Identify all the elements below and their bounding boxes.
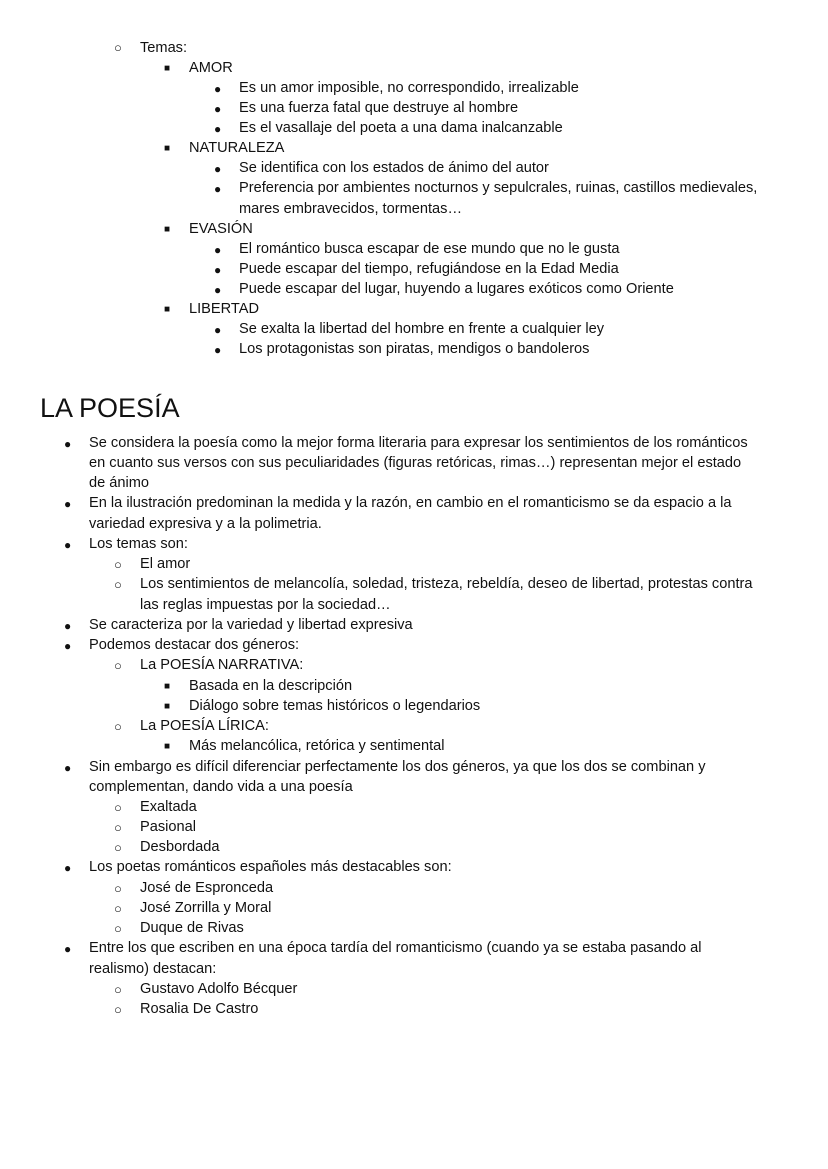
temas-label: Temas: bbox=[140, 40, 188, 56]
list-item: Se identifica con los estados de ánimo del autor bbox=[239, 160, 549, 176]
paragraph-line: Podemos destacar dos géneros: bbox=[89, 637, 300, 653]
disc-bullet-icon: ● bbox=[64, 639, 72, 653]
disc-bullet-icon: ● bbox=[214, 122, 222, 136]
disc-bullet-icon: ● bbox=[214, 283, 222, 297]
disc-bullet-icon: ● bbox=[214, 162, 222, 176]
list-item: Es el vasallaje del poeta a una dama inalcanzable bbox=[239, 120, 563, 136]
square-bullet-icon: ■ bbox=[164, 701, 171, 712]
disc-bullet-icon: ● bbox=[214, 102, 222, 116]
list-item: Exaltada bbox=[140, 799, 197, 815]
list-item: Pasional bbox=[140, 819, 196, 835]
paragraph-line: de ánimo bbox=[89, 475, 150, 491]
disc-bullet-icon: ● bbox=[64, 497, 72, 511]
square-bullet-icon: ■ bbox=[164, 224, 171, 235]
circle-bullet-icon: ○ bbox=[114, 40, 122, 55]
disc-bullet-icon: ● bbox=[214, 343, 222, 357]
paragraph-line: Se considera la poesía como la mejor forma literaria para expresar los sentimientos de los románticos bbox=[89, 435, 748, 451]
list-item: Basada en la descripción bbox=[189, 678, 353, 694]
disc-bullet-icon: ● bbox=[214, 243, 222, 257]
list-item: Puede escapar del lugar, huyendo a lugares exóticos como Oriente bbox=[239, 281, 674, 297]
paragraph-line: Los poetas románticos españoles más destacables son: bbox=[89, 859, 452, 875]
list-item: Es un amor imposible, no correspondido, irrealizable bbox=[239, 80, 579, 96]
circle-bullet-icon: ○ bbox=[114, 658, 122, 673]
paragraph-line: en cuanto sus versos con sus peculiaridades (figuras retóricas, rimas…) representan mejor el estado bbox=[89, 455, 742, 471]
circle-bullet-icon: ○ bbox=[114, 921, 122, 936]
circle-bullet-icon: ○ bbox=[114, 901, 122, 916]
disc-bullet-icon: ● bbox=[64, 437, 72, 451]
paragraph-line: realismo) destacan: bbox=[89, 961, 217, 977]
disc-bullet-icon: ● bbox=[214, 82, 222, 96]
paragraph-line: variedad expresiva y a la polimetria. bbox=[89, 516, 322, 532]
paragraph-line: En la ilustración predominan la medida y la razón, en cambio en el romanticismo se da espacio a la bbox=[89, 495, 732, 511]
disc-bullet-icon: ● bbox=[64, 942, 72, 956]
list-item: La POESÍA LÍRICA: bbox=[140, 718, 269, 734]
group-title-libertad: LIBERTAD bbox=[189, 301, 260, 317]
disc-bullet-icon: ● bbox=[214, 263, 222, 277]
list-item: José de Espronceda bbox=[140, 880, 274, 896]
paragraph-line: Se caracteriza por la variedad y libertad expresiva bbox=[89, 617, 413, 633]
circle-bullet-icon: ○ bbox=[114, 881, 122, 896]
list-item: El amor bbox=[140, 556, 191, 572]
list-item: Los sentimientos de melancolía, soledad, tristeza, rebeldía, deseo de libertad, protestas contra bbox=[140, 576, 753, 592]
circle-bullet-icon: ○ bbox=[114, 840, 122, 855]
list-item-continuation: mares embravecidos, tormentas… bbox=[239, 201, 463, 217]
paragraph-line: Los temas son: bbox=[89, 536, 188, 552]
group-title-amor: AMOR bbox=[189, 60, 233, 76]
section-heading: LA POESÍA bbox=[40, 393, 180, 423]
paragraph-line: Sin embargo es difícil diferenciar perfectamente los dos géneros, ya que los dos se combinan y bbox=[89, 759, 706, 775]
list-item: Los protagonistas son piratas, mendigos o bandoleros bbox=[239, 341, 590, 357]
disc-bullet-icon: ● bbox=[64, 538, 72, 552]
circle-bullet-icon: ○ bbox=[114, 982, 122, 997]
square-bullet-icon: ■ bbox=[164, 63, 171, 74]
group-title-naturaleza: NATURALEZA bbox=[189, 140, 285, 156]
list-item: Más melancólica, retórica y sentimental bbox=[189, 738, 445, 754]
circle-bullet-icon: ○ bbox=[114, 1002, 122, 1017]
circle-bullet-icon: ○ bbox=[114, 577, 122, 592]
circle-bullet-icon: ○ bbox=[114, 800, 122, 815]
list-item: Duque de Rivas bbox=[140, 920, 244, 936]
list-item: Rosalia De Castro bbox=[140, 1001, 259, 1017]
circle-bullet-icon: ○ bbox=[114, 557, 122, 572]
circle-bullet-icon: ○ bbox=[114, 719, 122, 734]
paragraph-line: Entre los que escriben en una época tardía del romanticismo (cuando ya se estaba pasando al bbox=[89, 940, 702, 956]
list-item: La POESÍA NARRATIVA: bbox=[140, 657, 304, 673]
square-bullet-icon: ■ bbox=[164, 741, 171, 752]
disc-bullet-icon: ● bbox=[64, 761, 72, 775]
disc-bullet-icon: ● bbox=[64, 861, 72, 875]
list-item: Gustavo Adolfo Bécquer bbox=[140, 981, 298, 997]
list-item: Diálogo sobre temas históricos o legendarios bbox=[189, 698, 481, 714]
list-item: Desbordada bbox=[140, 839, 220, 855]
list-item: José Zorrilla y Moral bbox=[140, 900, 272, 916]
disc-bullet-icon: ● bbox=[214, 323, 222, 337]
list-item-continuation: las reglas impuestas por la sociedad… bbox=[140, 597, 391, 613]
square-bullet-icon: ■ bbox=[164, 304, 171, 315]
square-bullet-icon: ■ bbox=[164, 143, 171, 154]
paragraph-line: complementan, dando vida a una poesía bbox=[89, 779, 353, 795]
group-title-evasion: EVASIÓN bbox=[189, 221, 253, 237]
square-bullet-icon: ■ bbox=[164, 681, 171, 692]
list-item: El romántico busca escapar de ese mundo que no le gusta bbox=[239, 241, 620, 257]
disc-bullet-icon: ● bbox=[214, 182, 222, 196]
list-item: Puede escapar del tiempo, refugiándose en la Edad Media bbox=[239, 261, 619, 277]
circle-bullet-icon: ○ bbox=[114, 820, 122, 835]
disc-bullet-icon: ● bbox=[64, 619, 72, 633]
list-item: Es una fuerza fatal que destruye al hombre bbox=[239, 100, 519, 116]
list-item: Preferencia por ambientes nocturnos y sepulcrales, ruinas, castillos medievales, bbox=[239, 180, 758, 196]
list-item: Se exalta la libertad del hombre en frente a cualquier ley bbox=[239, 321, 605, 337]
